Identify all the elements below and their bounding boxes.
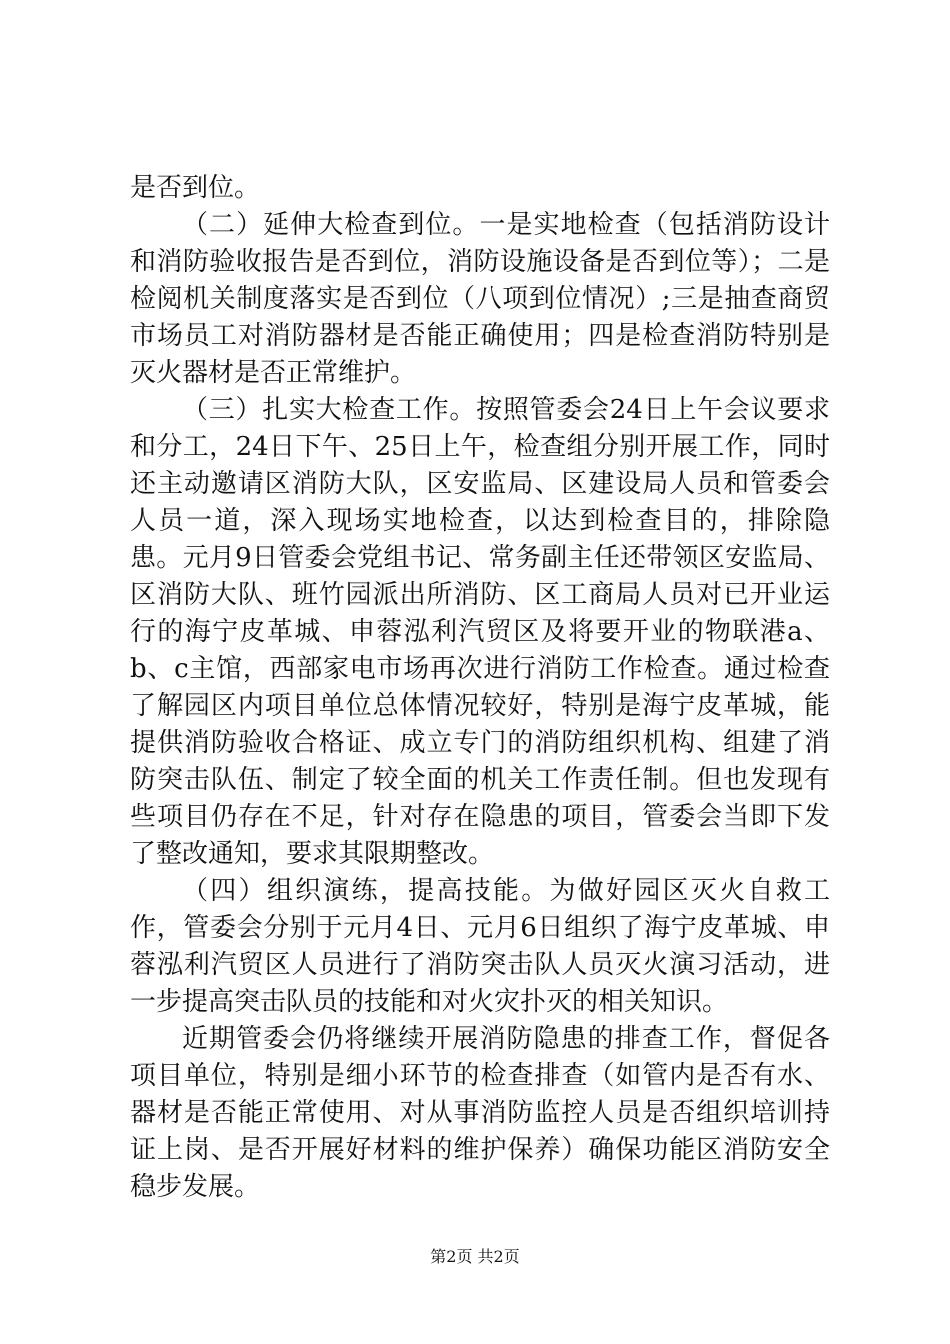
paragraph-section-2: （二）延伸大检查到位。一是实地检查（包括消防设计和消防验收报告是否到位，消防设施设备是否到位等）；二是检阅机关制度落实是否到位（八项到位情况）;三是抽查商贸市场员工对消防器材是否能正确使用；四是检查消防特别是灭火器材是否正常维护。: [130, 210, 830, 388]
document-body: [130, 170, 830, 1206]
paragraph-closing: 近期管委会仍将继续开展消防隐患的排查工作，督促各项目单位，特别是细小环节的检查排查（如管内是否有水、器材是否能正常使用、对从事消防监控人员是否组织培训持证上岗、是否开展好材料的维护保养）确保功能区消防安全稳步发展。: [130, 1024, 830, 1202]
page-number-footer: 第2页 共2页: [430, 1247, 520, 1266]
paragraph-continuation: 是否到位。: [130, 173, 261, 203]
paragraph-section-4: （四）组织演练，提高技能。为做好园区灭火自救工作，管委会分别于元月4日、元月6日组织了海宁皮革城、申蓉泓利汽贸区人员进行了消防突击队人员灭火演习活动，进一步提高突击队员的技能和对火灾扑灭的相关知识。: [130, 876, 830, 1017]
paragraph-section-3: （三）扎实大检查工作。按照管委会24日上午会议要求和分工，24日下午、25日上午，检查组分别开展工作，同时还主动邀请区消防大队，区安监局、区建设局人员和管委会人员一道，深入现场实地检查，以达到检查目的，排除隐患。元月9日管委会党组书记、常务副主任还带领区安监局、区消防大队、班竹园派出所消防、区工商局人员对已开业运行的海宁皮革城、申蓉泓利汽贸区及将要开业的物联港a、b、c主馆，西部家电市场再次进行消防工作检查。通过检查了解园区内项目单位总体情况较好，特别是海宁皮革城，能提供消防验收合格证、成立专门的消防组织机构、组建了消防突击队伍、制定了较全面的机关工作责任制。但也发现有些项目仍存在不足，针对存在隐患的项目，管委会当即下发了整改通知，要求其限期整改。: [130, 395, 830, 869]
